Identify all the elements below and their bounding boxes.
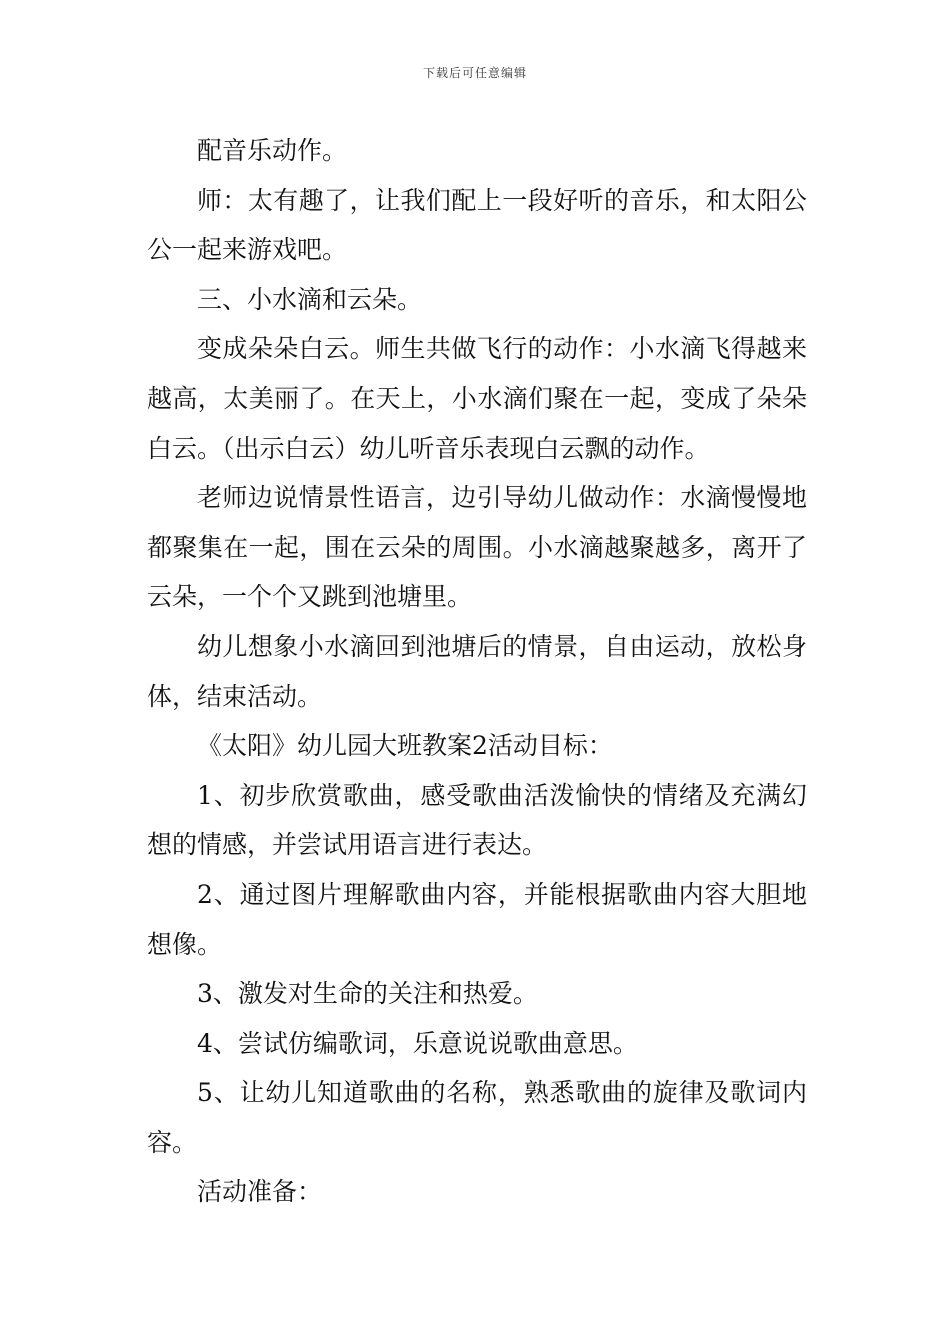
goal-item: 4、尝试仿编歌词，乐意说说歌曲意思。 <box>197 1028 638 1058</box>
paragraph: 配音乐动作。 <box>197 136 348 165</box>
paragraph: 幼儿想象小水滴回到池塘后的情景，自由运动，放松身体，结束活动。 <box>147 631 807 711</box>
section-heading: 活动准备： <box>197 1177 323 1207</box>
goal-item: 5、让幼儿知道歌曲的名称，熟悉歌曲的旋律及歌词内容。 <box>147 1078 807 1157</box>
paragraph: 师：太有趣了，让我们配上一段好听的音乐，和太阳公公一起来游戏吧。 <box>147 185 807 265</box>
lesson-title: 《太阳》幼儿园大班教案2活动目标： <box>197 731 613 761</box>
paragraph: 老师边说情景性语言，边引导幼儿做动作：水滴慢慢地都聚集在一起，围在云朵的周围。小水滴越聚越多，离开了云朵，一个个又跳到池塘里。 <box>147 483 807 612</box>
goal-item: 3、激发对生命的关注和热爱。 <box>197 979 538 1009</box>
document-body <box>147 126 807 1217</box>
page-header-note: 下载后可任意编辑 <box>422 66 527 80</box>
goal-item: 1、初步欣赏歌曲，感受歌曲活泼愉快的情绪及充满幻想的情感，并尝试用语言进行表达。 <box>147 780 807 860</box>
paragraph: 变成朵朵白云。师生共做飞行的动作：小水滴飞得越来越高，太美丽了。在天上，小水滴们聚在一起，变成了朵朵白云。（出示白云）幼儿听音乐表现白云飘的动作。 <box>147 334 807 463</box>
section-heading: 三、小水滴和云朵。 <box>197 284 423 314</box>
goal-item: 2、通过图片理解歌曲内容，并能根据歌曲内容大胆地想像。 <box>147 879 807 959</box>
